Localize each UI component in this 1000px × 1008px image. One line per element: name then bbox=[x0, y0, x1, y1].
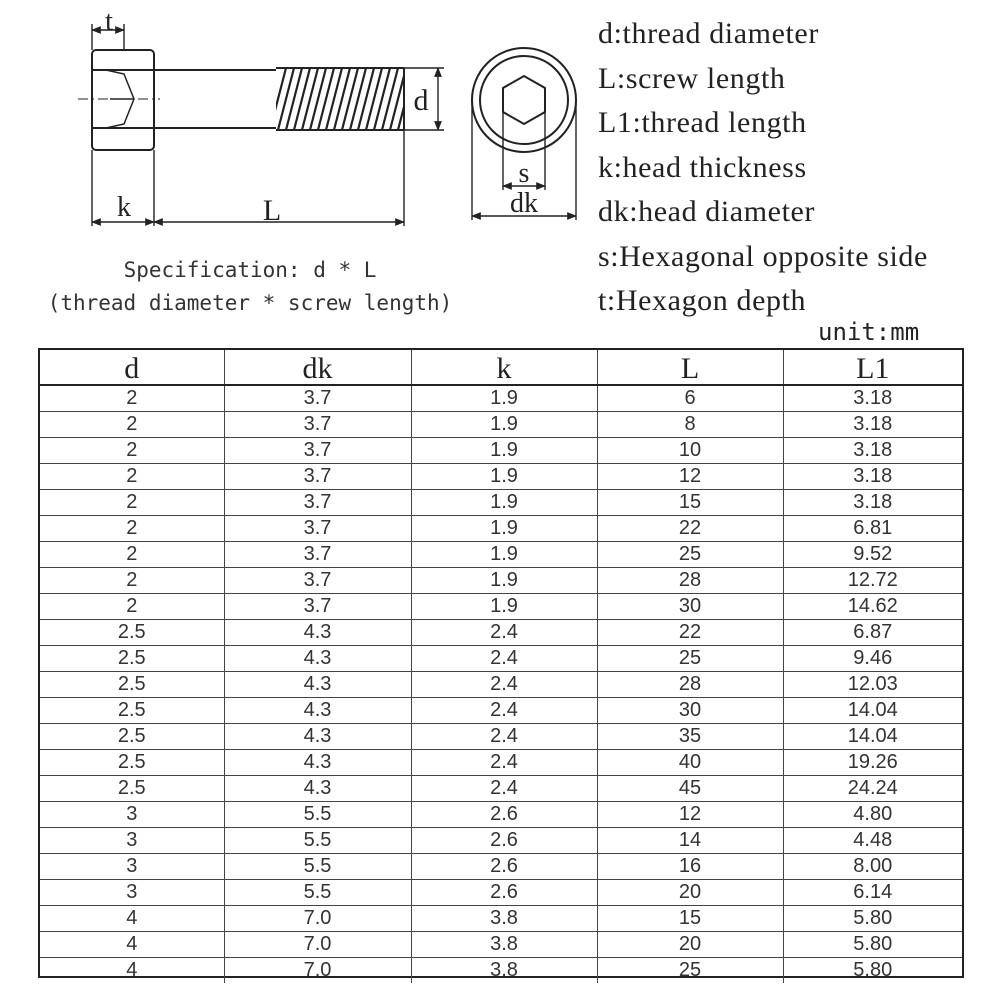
cell-d: 2.5 bbox=[40, 750, 224, 776]
screw-side-view bbox=[78, 50, 414, 150]
cell-dk: 4.3 bbox=[224, 724, 411, 750]
cell-L1: 14.04 bbox=[783, 724, 962, 750]
cell-dk: 5.5 bbox=[224, 802, 411, 828]
table-header-row bbox=[40, 350, 962, 385]
cell-d: 2.5 bbox=[40, 698, 224, 724]
cell-d: 4 bbox=[40, 958, 224, 984]
cell-d: 2.5 bbox=[40, 776, 224, 802]
cell-d: 2 bbox=[40, 412, 224, 438]
screw-diagram bbox=[0, 0, 600, 240]
cell-L1: 12.72 bbox=[783, 568, 962, 594]
cell-L: 15 bbox=[597, 906, 783, 932]
cell-L: 6 bbox=[597, 385, 783, 412]
legend-item: k:head thickness bbox=[598, 150, 807, 184]
column-header-k: k bbox=[411, 350, 597, 385]
cell-d: 2.5 bbox=[40, 646, 224, 672]
cell-k: 2.4 bbox=[411, 750, 597, 776]
cell-k: 2.4 bbox=[411, 646, 597, 672]
column-header-dk: dk bbox=[224, 350, 411, 385]
cell-d: 3 bbox=[40, 802, 224, 828]
table-row bbox=[40, 724, 962, 750]
cell-dk: 7.0 bbox=[224, 906, 411, 932]
cell-dk: 5.5 bbox=[224, 880, 411, 906]
cell-L: 15 bbox=[597, 490, 783, 516]
cell-L: 16 bbox=[597, 854, 783, 880]
cell-k: 2.6 bbox=[411, 880, 597, 906]
cell-d: 4 bbox=[40, 932, 224, 958]
cell-k: 1.9 bbox=[411, 594, 597, 620]
cell-dk: 5.5 bbox=[224, 828, 411, 854]
table-row bbox=[40, 438, 962, 464]
cell-d: 2 bbox=[40, 516, 224, 542]
cell-L: 40 bbox=[597, 750, 783, 776]
cell-L1: 6.14 bbox=[783, 880, 962, 906]
cell-L1: 6.87 bbox=[783, 620, 962, 646]
cell-dk: 4.3 bbox=[224, 750, 411, 776]
table-row bbox=[40, 542, 962, 568]
dim-label-k: k bbox=[117, 192, 131, 223]
cell-d: 2 bbox=[40, 568, 224, 594]
cell-L: 30 bbox=[597, 594, 783, 620]
table-row bbox=[40, 932, 962, 958]
column-header-L1: L1 bbox=[783, 350, 962, 385]
table-row bbox=[40, 854, 962, 880]
cell-dk: 3.7 bbox=[224, 490, 411, 516]
dimension-legend bbox=[598, 12, 928, 324]
cell-L1: 14.62 bbox=[783, 594, 962, 620]
cell-L1: 8.00 bbox=[783, 854, 962, 880]
cell-L1: 12.03 bbox=[783, 672, 962, 698]
spec-table bbox=[38, 348, 964, 981]
cell-k: 2.4 bbox=[411, 724, 597, 750]
table-row bbox=[40, 516, 962, 542]
dim-label-d: d bbox=[413, 84, 429, 117]
cell-k: 1.9 bbox=[411, 568, 597, 594]
cell-k: 3.8 bbox=[411, 958, 597, 984]
table-row bbox=[40, 490, 962, 516]
cell-k: 1.9 bbox=[411, 412, 597, 438]
cell-dk: 3.7 bbox=[224, 438, 411, 464]
cell-d: 4 bbox=[40, 906, 224, 932]
table-row bbox=[40, 646, 962, 672]
cell-L: 22 bbox=[597, 516, 783, 542]
dim-label-L: L bbox=[262, 194, 282, 227]
table-row bbox=[40, 880, 962, 906]
cell-k: 1.9 bbox=[411, 385, 597, 412]
table-row bbox=[40, 828, 962, 854]
table-row bbox=[40, 750, 962, 776]
table-row bbox=[40, 385, 962, 412]
specification-note: (thread diameter * screw length) bbox=[47, 291, 453, 315]
legend-item: L:screw length bbox=[598, 61, 786, 95]
cell-dk: 4.3 bbox=[224, 776, 411, 802]
cell-L1: 24.24 bbox=[783, 776, 962, 802]
screw-thread bbox=[270, 68, 414, 130]
cell-dk: 3.7 bbox=[224, 594, 411, 620]
cell-k: 1.9 bbox=[411, 516, 597, 542]
column-header-L: L bbox=[597, 350, 783, 385]
cell-dk: 5.5 bbox=[224, 854, 411, 880]
column-header-d: d bbox=[40, 350, 224, 385]
cell-d: 2 bbox=[40, 594, 224, 620]
cell-k: 1.9 bbox=[411, 490, 597, 516]
cell-dk: 3.7 bbox=[224, 516, 411, 542]
cell-dk: 3.7 bbox=[224, 412, 411, 438]
cell-L1: 6.81 bbox=[783, 516, 962, 542]
cell-L: 25 bbox=[597, 542, 783, 568]
cell-L: 30 bbox=[597, 698, 783, 724]
table-row bbox=[40, 906, 962, 932]
cell-dk: 4.3 bbox=[224, 620, 411, 646]
table-row bbox=[40, 802, 962, 828]
cell-k: 1.9 bbox=[411, 464, 597, 490]
cell-d: 2.5 bbox=[40, 620, 224, 646]
cell-L1: 3.18 bbox=[783, 490, 962, 516]
cell-L: 8 bbox=[597, 412, 783, 438]
cell-L1: 9.52 bbox=[783, 542, 962, 568]
cell-dk: 3.7 bbox=[224, 385, 411, 412]
cell-dk: 3.7 bbox=[224, 542, 411, 568]
cell-d: 2 bbox=[40, 385, 224, 412]
cell-dk: 4.3 bbox=[224, 672, 411, 698]
cell-L1: 4.80 bbox=[783, 802, 962, 828]
cell-d: 3 bbox=[40, 854, 224, 880]
table-row bbox=[40, 958, 962, 984]
cell-k: 2.6 bbox=[411, 802, 597, 828]
cell-L: 25 bbox=[597, 646, 783, 672]
cell-L1: 5.80 bbox=[853, 959, 893, 981]
cell-dk: 3.7 bbox=[224, 568, 411, 594]
legend-item: t:Hexagon depth bbox=[598, 284, 807, 317]
cell-k: 2.6 bbox=[411, 828, 597, 854]
cell-k: 2.4 bbox=[411, 672, 597, 698]
dim-label-dk: dk bbox=[510, 188, 538, 219]
cell-L: 20 bbox=[597, 932, 783, 958]
cell-k: 1.9 bbox=[411, 542, 597, 568]
cell-L1: 3.18 bbox=[783, 385, 962, 412]
cell-L1: 4.48 bbox=[783, 828, 962, 854]
cell-dk: 4.3 bbox=[224, 646, 411, 672]
cell-d: 3 bbox=[40, 880, 224, 906]
cell-d: 3 bbox=[40, 828, 224, 854]
table-row bbox=[40, 672, 962, 698]
cell-dk: 7.0 bbox=[224, 932, 411, 958]
cell-d: 2 bbox=[40, 490, 224, 516]
table-row bbox=[40, 568, 962, 594]
cell-d: 2 bbox=[40, 464, 224, 490]
cell-k: 2.6 bbox=[411, 854, 597, 880]
cell-L1: 3.18 bbox=[783, 412, 962, 438]
cell-dk: 7.0 bbox=[224, 958, 411, 984]
cell-k: 2.4 bbox=[411, 698, 597, 724]
cell-L1: 19.26 bbox=[783, 750, 962, 776]
cell-dk: 4.3 bbox=[224, 698, 411, 724]
cell-L1: 14.04 bbox=[783, 698, 962, 724]
cell-L: 10 bbox=[597, 438, 783, 464]
cell-L: 12 bbox=[597, 464, 783, 490]
cell-k: 2.4 bbox=[411, 620, 597, 646]
table-row bbox=[40, 464, 962, 490]
cell-L1: 3.18 bbox=[783, 438, 962, 464]
dim-label-t: t bbox=[105, 6, 113, 37]
cell-d: 2 bbox=[40, 542, 224, 568]
cell-L1: 5.80 bbox=[783, 906, 962, 932]
cell-d: 2 bbox=[40, 438, 224, 464]
cell-k: 3.8 bbox=[411, 932, 597, 958]
screw-head bbox=[92, 50, 154, 150]
cell-dk: 3.7 bbox=[224, 464, 411, 490]
cell-k: 2.4 bbox=[411, 776, 597, 802]
legend-item: d:thread diameter bbox=[598, 17, 819, 50]
table-row bbox=[40, 698, 962, 724]
cell-k: 1.9 bbox=[411, 438, 597, 464]
cell-L: 14 bbox=[597, 828, 783, 854]
legend-item: L1:thread length bbox=[598, 106, 807, 139]
dim-label-s: s bbox=[518, 158, 530, 189]
legend-item: dk:head diameter bbox=[598, 195, 816, 228]
cell-L: 12 bbox=[597, 802, 783, 828]
cell-L: 20 bbox=[597, 880, 783, 906]
cell-L1: 3.18 bbox=[783, 464, 962, 490]
cell-L1: 9.46 bbox=[783, 646, 962, 672]
cell-d: 2.5 bbox=[40, 724, 224, 750]
cell-L: 25 bbox=[597, 958, 783, 984]
cell-L: 28 bbox=[597, 672, 783, 698]
cell-L1: 5.80 bbox=[783, 932, 962, 958]
table-row bbox=[40, 594, 962, 620]
legend-item: s:Hexagonal opposite side bbox=[598, 239, 928, 273]
unit-label: unit:mm bbox=[818, 318, 920, 346]
table-row bbox=[40, 776, 962, 802]
cell-L: 28 bbox=[597, 568, 783, 594]
cell-k: 3.8 bbox=[411, 906, 597, 932]
cell-L: 45 bbox=[597, 776, 783, 802]
table-row bbox=[40, 620, 962, 646]
table-body bbox=[40, 385, 962, 983]
specification-line: Specification: d * L bbox=[123, 258, 377, 282]
cell-L: 35 bbox=[597, 724, 783, 750]
cell-d: 2.5 bbox=[40, 672, 224, 698]
table-row bbox=[40, 412, 962, 438]
cell-L: 22 bbox=[597, 620, 783, 646]
